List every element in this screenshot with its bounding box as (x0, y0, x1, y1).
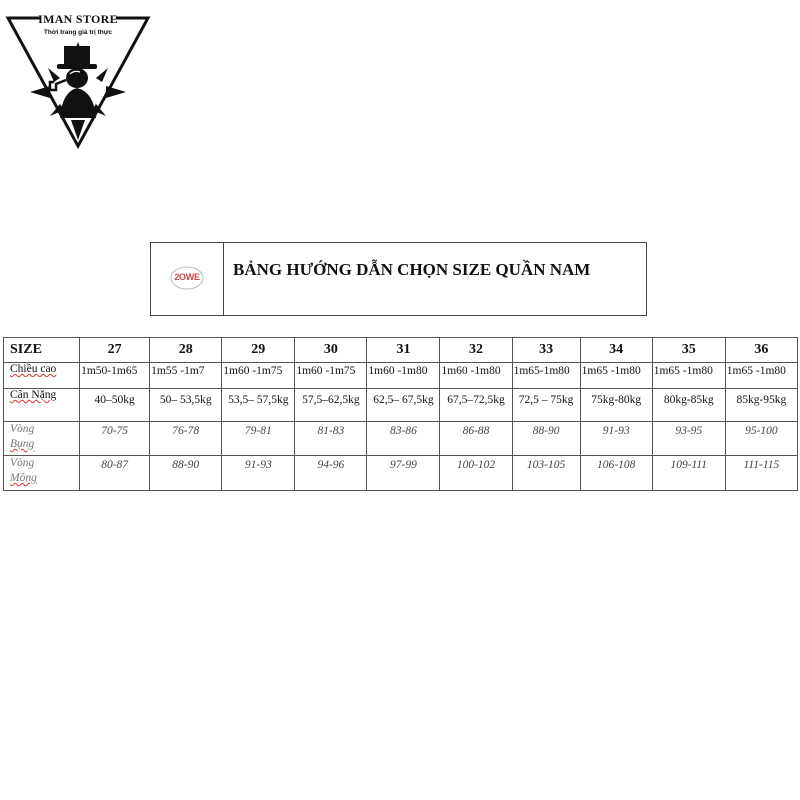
table-cell (580, 389, 652, 422)
cell-value: 1m65 -1m80 (653, 365, 713, 377)
table-cell (580, 456, 652, 491)
cell-value: 80kg-85kg (663, 394, 714, 406)
cell-value: 1m60 -1m75 (296, 365, 356, 377)
page-title: BẢNG HƯỚNG DẪN CHỌN SIZE QUẦN NAM (233, 260, 591, 279)
table-row (4, 389, 798, 422)
table-header-row (4, 338, 798, 363)
table-cell (440, 389, 512, 422)
cell-value: 67,5–72,5kg (447, 394, 505, 406)
cell-value: 40–50kg (94, 394, 135, 406)
table-cell (725, 456, 797, 491)
row-label-waist (4, 422, 80, 456)
table-cell (367, 363, 440, 389)
cell-value: 86-88 (462, 425, 490, 437)
cell-value: 106-108 (597, 459, 636, 471)
cell-value: 62,5– 67,5kg (373, 394, 434, 406)
table-cell (222, 422, 295, 456)
row-label-text (10, 456, 79, 486)
table-cell (150, 363, 222, 389)
table-cell (725, 422, 797, 456)
cell-value: 88-90 (172, 459, 200, 471)
size-col: 30 (295, 338, 367, 363)
cell-value: 50– 53,5kg (159, 394, 212, 406)
table-cell (440, 363, 512, 389)
cell-value: 1m65-1m80 (513, 365, 570, 377)
cell-value: 53,5– 57,5kg (228, 394, 289, 406)
cell-value: 97-99 (390, 459, 417, 471)
table-cell (367, 389, 440, 422)
table-cell (580, 422, 652, 456)
label-line: Bụng (10, 438, 35, 450)
size-col: 28 (150, 338, 222, 363)
table-cell (295, 422, 367, 456)
table-cell (512, 422, 580, 456)
table-row (4, 363, 798, 389)
cell-value: 103-105 (526, 459, 566, 471)
table-cell (80, 363, 150, 389)
size-col: 32 (440, 338, 512, 363)
table-cell (725, 363, 797, 389)
table-cell (652, 389, 725, 422)
cell-value: 1m65 -1m80 (581, 365, 641, 377)
cell-value: 95-100 (745, 425, 778, 437)
cell-value: 83-86 (390, 425, 417, 437)
cell-value: 91-93 (602, 425, 630, 437)
table-cell (80, 422, 150, 456)
table-cell (295, 389, 367, 422)
size-col: 33 (512, 338, 580, 363)
cell-value: 80-87 (101, 459, 129, 471)
table-cell (222, 456, 295, 491)
size-guide-table (3, 337, 798, 491)
label-line: Mông (10, 472, 37, 484)
cell-value: 1m60 -1m75 (223, 365, 283, 377)
table-cell (652, 456, 725, 491)
table-cell (150, 389, 222, 422)
table-cell (725, 389, 797, 422)
cell-value: 76-78 (172, 425, 200, 437)
table-cell (367, 456, 440, 491)
cell-value: 109-111 (670, 459, 708, 471)
store-tagline: Thời trang giá trị thực (43, 29, 113, 36)
table-cell (512, 389, 580, 422)
title-box (150, 242, 647, 316)
brand-name: 2OWE (174, 272, 200, 282)
cell-value: 94-96 (317, 459, 345, 471)
size-col: 35 (652, 338, 725, 363)
cell-value: 88-90 (532, 425, 560, 437)
table-row (4, 422, 798, 456)
table-cell (295, 363, 367, 389)
label-line: Vòng (10, 457, 35, 469)
size-header: SIZE (4, 338, 80, 363)
table-cell (222, 389, 295, 422)
cell-value: 100-102 (456, 459, 496, 471)
table-cell (652, 422, 725, 456)
store-logo (4, 8, 152, 150)
row-label-height (4, 363, 80, 389)
table-cell (440, 422, 512, 456)
table-row (4, 456, 798, 491)
cell-value: 1m55 -1m7 (151, 365, 205, 377)
cell-value: 81-83 (317, 425, 345, 437)
cell-value: 70-75 (101, 425, 129, 437)
cell-value: 72,5 – 75kg (518, 394, 574, 406)
cell-value: 1m60 -1m80 (441, 365, 501, 377)
brand-logo-cell (151, 243, 224, 315)
store-name: IMAN STORE (38, 12, 118, 26)
table-cell (150, 456, 222, 491)
table-cell (512, 456, 580, 491)
table-cell (80, 389, 150, 422)
table-cell (580, 363, 652, 389)
size-col: 29 (222, 338, 295, 363)
cell-value: 91-93 (244, 459, 272, 471)
cell-value: 79-81 (244, 425, 272, 437)
table-cell (222, 363, 295, 389)
cell-value: 1m60 -1m80 (368, 365, 428, 377)
row-label-weight (4, 389, 80, 422)
cell-value: 1m50-1m65 (81, 365, 138, 377)
row-label-text: Cân Nặng (10, 389, 57, 401)
cell-value: 111-115 (743, 459, 780, 471)
cell-value: 85kg-95kg (736, 394, 787, 406)
table-cell (512, 363, 580, 389)
row-label-text: Chiều cao (10, 363, 57, 375)
table-cell (295, 456, 367, 491)
size-col: 31 (367, 338, 440, 363)
table-cell (80, 456, 150, 491)
cell-value: 93-95 (675, 425, 703, 437)
cell-value: 1m65 -1m80 (726, 365, 786, 377)
table-cell (367, 422, 440, 456)
label-line: Vòng (10, 423, 35, 435)
cell-value: 57,5–62,5kg (302, 394, 360, 406)
size-col: 34 (580, 338, 652, 363)
table-cell (652, 363, 725, 389)
size-col: 27 (80, 338, 150, 363)
size-col: 36 (725, 338, 797, 363)
cell-value: 75kg-80kg (591, 394, 642, 406)
row-label-text (10, 422, 79, 452)
table-cell (150, 422, 222, 456)
row-label-hip (4, 456, 80, 491)
table-cell (440, 456, 512, 491)
